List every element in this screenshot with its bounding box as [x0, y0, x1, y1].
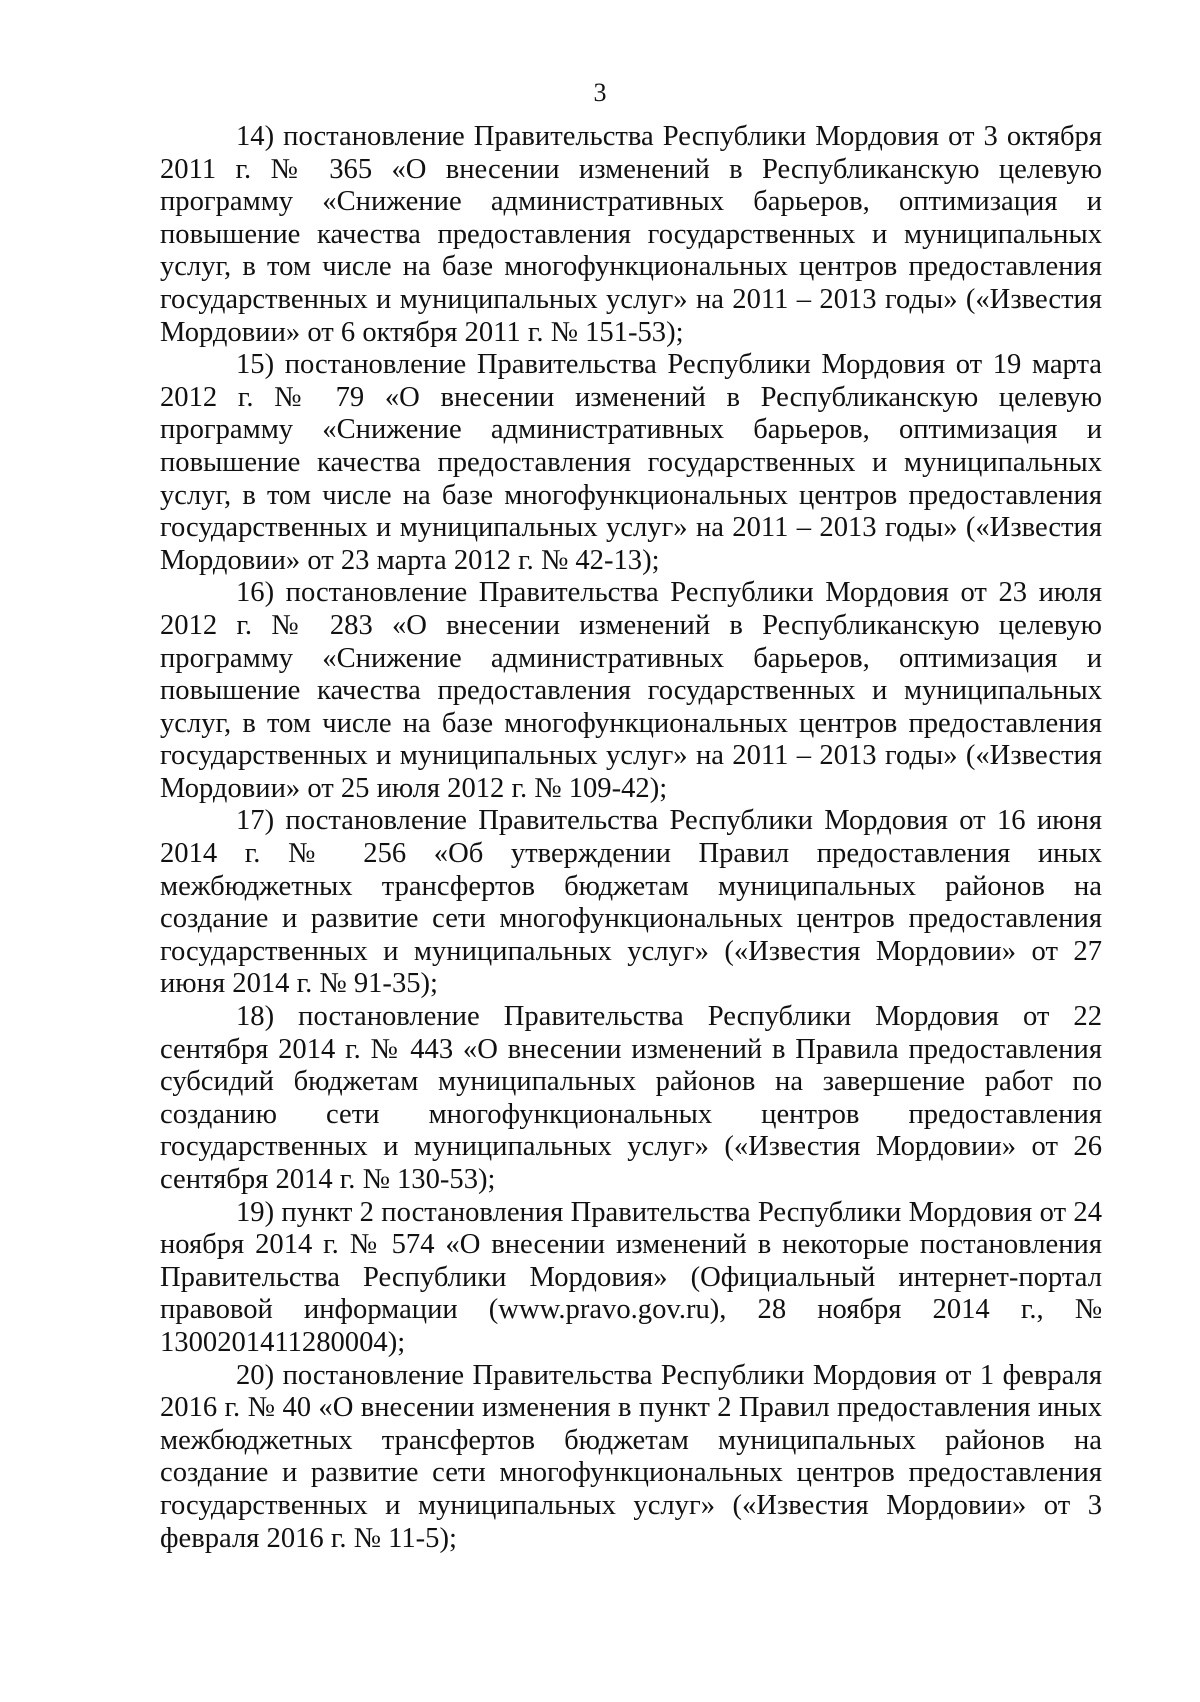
list-item-16: 16) постановление Правительства Республики Мордовия от 23 июля 2012 г. № 283 «О внесении изменений в Республиканскую целевую программу «Снижение административных барьеров, оптимизация и повышение качества предоставления государственных и муниципальных услуг, в том числе на базе многофункциональных центров предоставления государственных и муниципальных услуг» на 2011 – 2013 годы» («Известия Мордовии» от 25 июля 2012 г. № 109-42);: [160, 577, 1102, 804]
list-item-18: 18) постановление Правительства Республики Мордовия от 22 сентября 2014 г. № 443 «О внесении изменений в Правила предоставления субсидий бюджетам муниципальных районов на завершение работ по созданию сети многофункциональных центров предоставления государственных и муниципальных услуг» («Известия Мордовии» от 26 сентября 2014 г. № 130-53);: [160, 1001, 1102, 1195]
list-item-20: 20) постановление Правительства Республики Мордовия от 1 февраля 2016 г. № 40 «О внесении изменения в пункт 2 Правил предоставления иных межбюджетных трансфертов бюджетам муниципальных районов на создание и развитие сети многофункциональных центров предоставления государственных и муниципальных услуг» («Известия Мордовии» от 3 февраля 2016 г. № 11-5);: [160, 1359, 1102, 1554]
list-item-14: 14) постановление Правительства Республики Мордовия от 3 октября 2011 г. № 365 «О внесении изменений в Республиканскую целевую программу «Снижение административных барьеров, оптимизация и повышение качества предоставления государственных и муниципальных услуг, в том числе на базе многофункциональных центров предоставления государственных и муниципальных услуг» на 2011 – 2013 годы» («Известия Мордовии» от 6 октября 2011 г. № 151-53);: [160, 121, 1102, 348]
list-item-15: 15) постановление Правительства Республики Мордовия от 19 марта 2012 г. № 79 «О внесении изменений в Республиканскую целевую программу «Снижение административных барьеров, оптимизация и повышение качества предоставления государственных и муниципальных услуг, в том числе на базе многофункциональных центров предоставления государственных и муниципальных услуг» на 2011 – 2013 годы» («Известия Мордовии» от 23 марта 2012 г. № 42-13);: [160, 349, 1102, 576]
list-item-19: 19) пункт 2 постановления Правительства Республики Мордовия от 24 ноября 2014 г. № 574 «О внесении изменений в некоторые постановления Правительства Республики Мордовия» (Официальный интернет-портал правовой информации (www.pravo.gov.ru), 28 ноября 2014 г., № 1300201411280004);: [160, 1196, 1102, 1358]
list-item-17: 17) постановление Правительства Республики Мордовия от 16 июня 2014 г. № 256 «Об утверждении Правил предоставления иных межбюджетных трансфертов бюджетам муниципальных районов на создание и развитие сети многофункциональных центров предоставления государственных и муниципальных услуг» («Известия Мордовии» от 27 июня 2014 г. № 91-35);: [160, 805, 1102, 1000]
document-body: [160, 121, 1102, 1555]
page-number: 3: [593, 78, 607, 107]
